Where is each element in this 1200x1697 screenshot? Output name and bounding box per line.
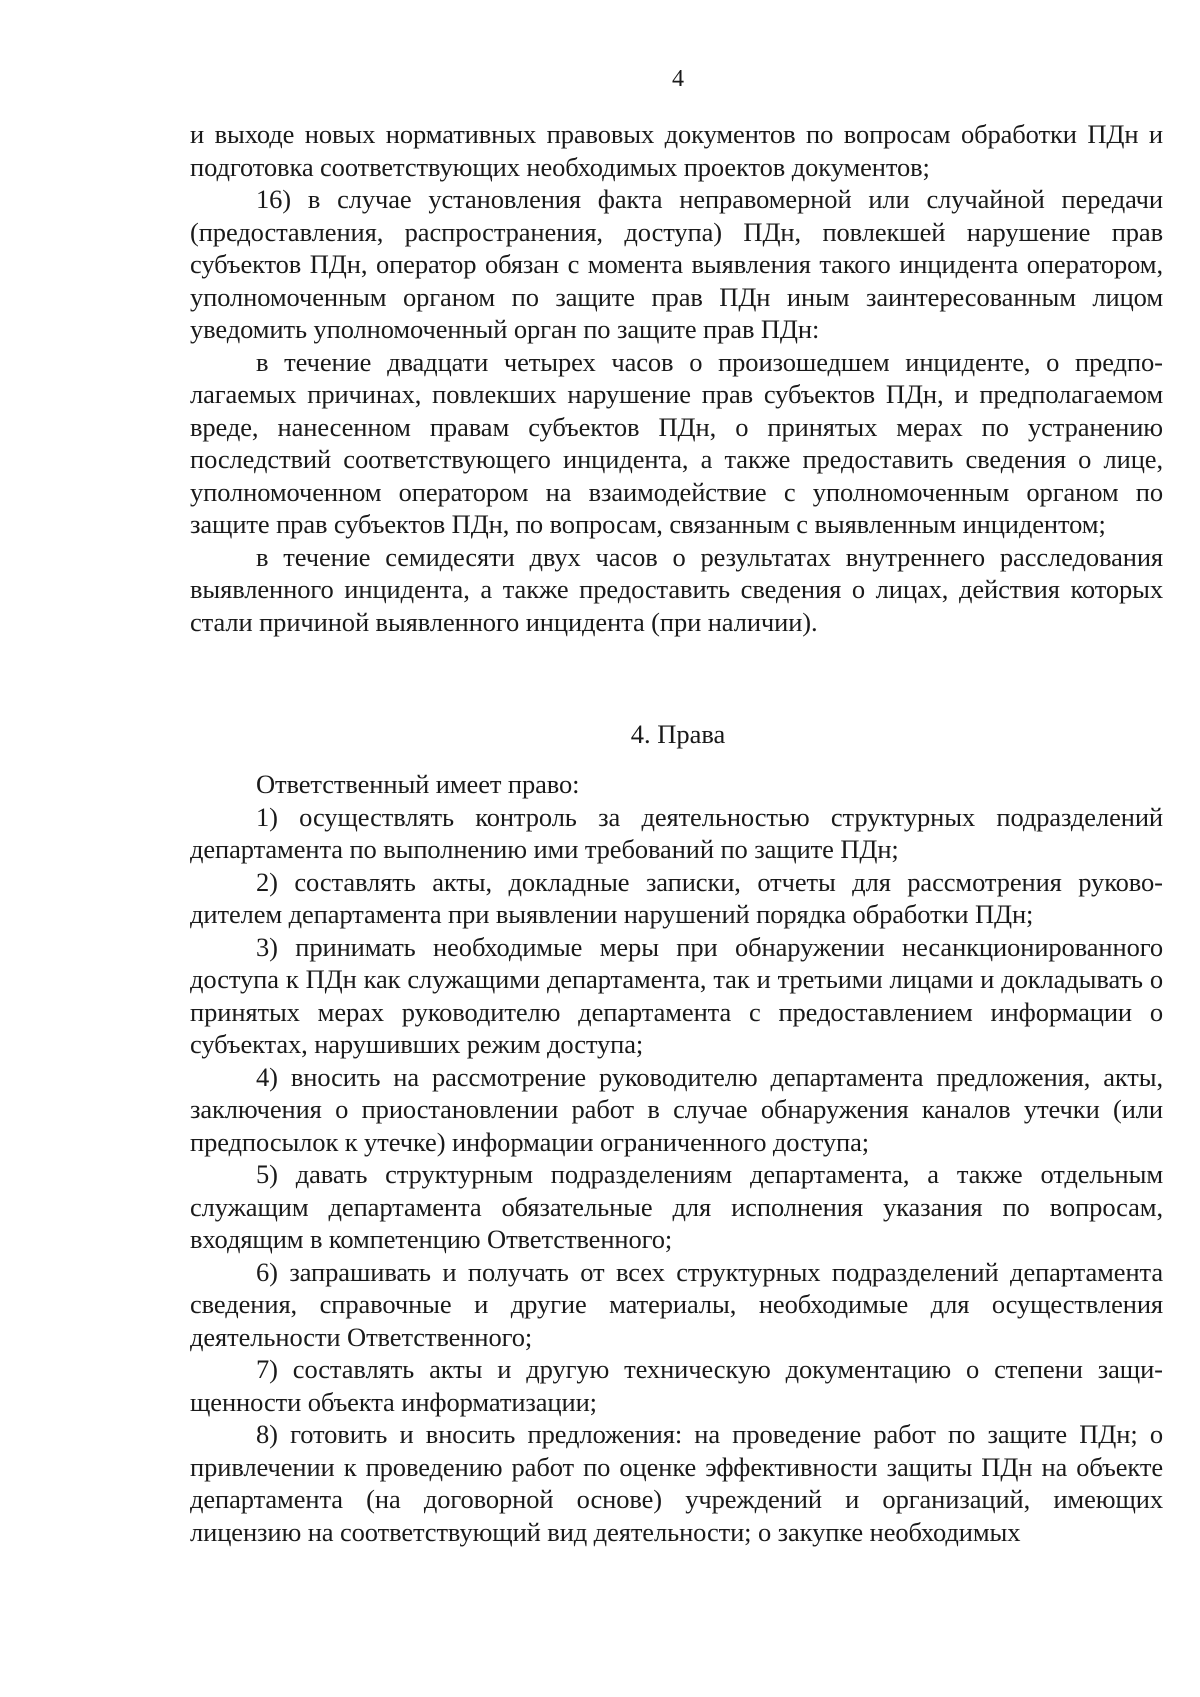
obligations-continuation	[190, 118, 1163, 638]
rights-item-4: 4) вносить на рассмотрение руководителю департамента предложения, акты, заключения о приостановлении работ в случае обнаружения каналов утечки (или предпосылок к утечке) информации ограниченного доступа;	[190, 1061, 1163, 1157]
rights-item-3: 3) принимать необходимые меры при обнаружении несанкционированного доступа к ПДн как служащими департамента, так и третьими лицами и докладывать о принятых мерах руководителю департамента с предоставлением информации о субъектах, нарушивших режим доступа;	[190, 931, 1163, 1059]
rights-intro: Ответственный имеет право:	[256, 769, 580, 799]
page-number: 4	[672, 66, 684, 92]
paragraph-72-hours: в течение семидесяти двух часов о результатах внутреннего расследования выявленного инцидента, а также предоставить сведения о лицах, действия которых стали причиной выявленного инцидента (при наличии).	[190, 541, 1163, 637]
rights-item-6: 6) запрашивать и получать от всех структурных подразделений департамента сведения, справочные и другие материалы, необходимые для осуществления деятельности Ответственного;	[190, 1256, 1163, 1352]
rights-item-5: 5) давать структурным подразделениям департамента, а также отдельным служащим департамента обязательные для исполнения указания по вопросам, входящим в компетенцию Ответственного;	[190, 1159, 1163, 1254]
rights-item-7: 7) составлять акты и другую техническую документацию о степени защищенности объекта информатизации;	[190, 1354, 1163, 1417]
paragraph-24-hours: в течение двадцати четырех часов о произошедшем инциденте, о предполагаемых причинах, повлекших нарушение прав субъектов ПДн, и предполагаемом вреде, нанесенном правам субъектов ПДн, о принятых мерах по устранению последствий соответствующего инцидента, а также предоставить сведения о лице, уполномоченном оператором на взаимодействие с уполномоченным органом по защите прав субъектов ПДн, по вопросам, связанным с выявленным инцидентом;	[190, 346, 1163, 539]
rights-item-2: 2) составлять акты, докладные записки, отчеты для рассмотрения руководителем департамента при выявлении нарушений порядка обработки ПДн;	[190, 866, 1163, 929]
section-heading-rights: 4. Права	[630, 719, 726, 749]
rights-list	[190, 768, 1163, 1548]
paragraph-item-16: 16) в случае установления факта неправомерной или случайной передачи (предоставления, распространения, доступа) ПДн, повлекшей нарушение прав субъектов ПДн, оператор обязан с момента выявления такого инцидента оператором, уполномоченным органом по защите прав ПДн иным заинтересованным лицом уведомить уполномоченный орган по защите прав ПДн:	[190, 184, 1163, 344]
paragraph-continuation: и выходе новых нормативных правовых документов по вопросам обработки ПДн и подготовка соответствующих необходимых проектов документов;	[190, 119, 1163, 182]
rights-item-8: 8) готовить и вносить предложения: на проведение работ по защите ПДн; о привлечении к проведению работ по оценке эффективности защиты ПДн на объекте департамента (на договорной основе) учреждений и организаций, имеющих лицензию на соответствующий вид деятельности; о закупке необходимых	[190, 1419, 1163, 1547]
rights-item-1: 1) осуществлять контроль за деятельностью структурных подразделений департамента по выполнению ими требований по защите ПДн;	[190, 801, 1163, 864]
